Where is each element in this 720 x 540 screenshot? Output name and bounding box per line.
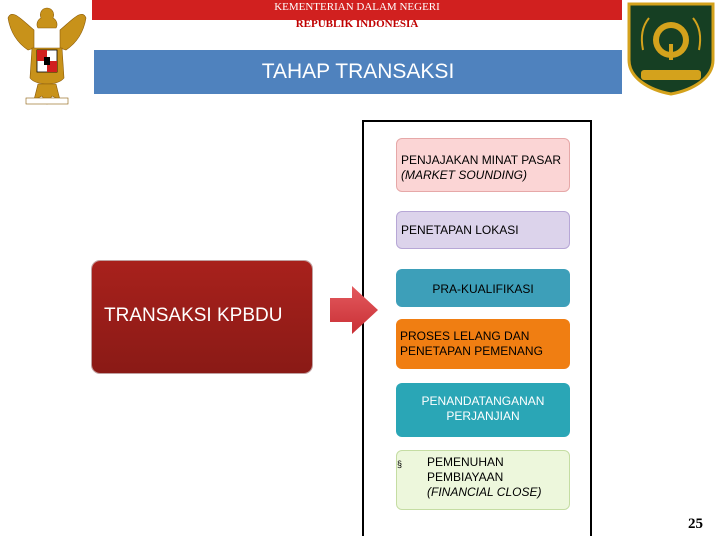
slide-title: TAHAP TRANSAKSI [94, 50, 622, 94]
step-6-line1: PEMENUHAN [427, 455, 504, 469]
step-market-sounding [396, 138, 570, 192]
step-penetapan-lokasi [396, 211, 570, 249]
step-4-line1: PROSES LELANG DAN [400, 329, 530, 343]
ministry-seal-icon [623, 0, 719, 96]
step-5-line1: PENANDATANGANAN [421, 394, 545, 408]
step-6-line2: PEMBIAYAAN [427, 470, 504, 484]
step-6-line3: (FINANCIAL CLOSE) [427, 485, 542, 499]
step-3-line1: PRA-KUALIFIKASI [432, 282, 534, 296]
step-pra-kualifikasi [396, 269, 570, 307]
step-proses-lelang [396, 319, 570, 369]
step-4-line2: PENETAPAN PEMENANG [400, 344, 543, 358]
main-stage-label: TRANSAKSI KPBDU [104, 305, 283, 326]
country-name: REPUBLIK INDONESIA [295, 18, 419, 30]
ministry-name: KEMENTERIAN DALAM NEGERI [274, 1, 440, 13]
right-arrow-icon [330, 286, 380, 334]
step-1-line1: PENJAJAKAN MINAT PASAR [401, 153, 562, 167]
step-1-line2: (MARKET SOUNDING) [401, 168, 527, 182]
step-2-line1: PENETAPAN LOKASI [401, 223, 519, 237]
step-5-line2: PERJANJIAN [446, 409, 520, 423]
bullet-icon: § [397, 459, 403, 469]
step-penandatanganan [396, 383, 570, 437]
page-number: 25 [688, 516, 703, 532]
garuda-emblem-icon [4, 0, 90, 110]
step-financial-close [396, 450, 570, 510]
